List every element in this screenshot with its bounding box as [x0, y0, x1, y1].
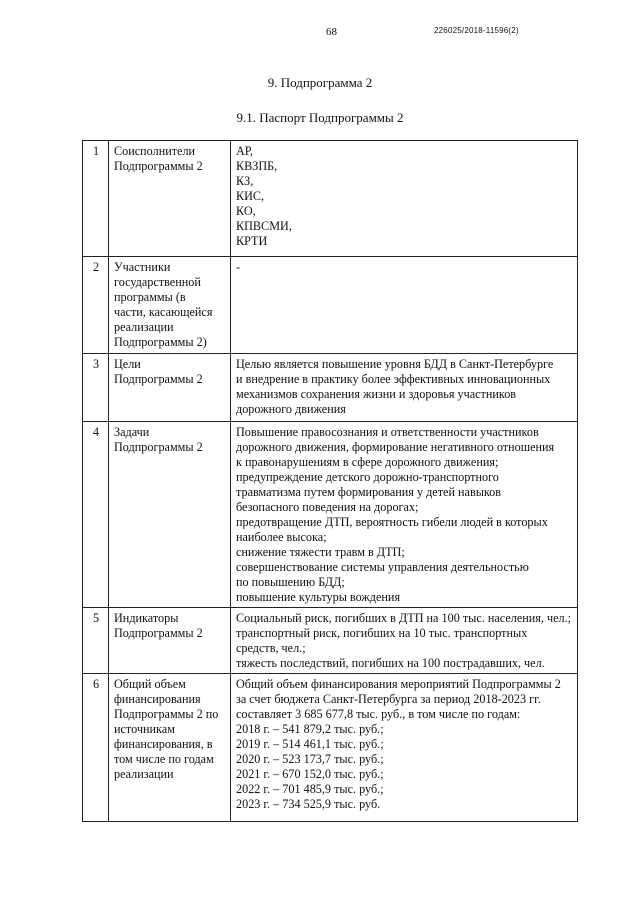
label-line: Общий объем: [114, 677, 186, 691]
content-line: 2021 г. – 670 152,0 тыс. руб.;: [236, 767, 384, 781]
row-content: [231, 608, 578, 674]
row-number: 6: [83, 674, 109, 822]
content-line: за счет бюджета Санкт-Петербурга за период 2018-2023 гг.: [236, 692, 541, 706]
row-number: 5: [83, 608, 109, 674]
content-line: дорожного движения: [236, 402, 346, 416]
row-label: [109, 354, 231, 422]
content-line: транспортный риск, погибших на 10 тыс. транспортных: [236, 626, 528, 640]
label-line: Соисполнители: [114, 144, 196, 158]
label-line: Подпрограммы 2: [114, 626, 203, 640]
section-title: 9. Подпрограмма 2: [267, 75, 373, 90]
row-label: [109, 674, 231, 822]
row-number: 2: [83, 257, 109, 354]
content-line: КВЗПБ,: [236, 159, 278, 173]
content-line: наиболее высока;: [236, 530, 327, 544]
label-line: том числе по годам: [114, 752, 214, 766]
content-line: дорожного движения, формирование негативного отношения: [236, 440, 555, 454]
label-line: Подпрограммы 2 по: [114, 707, 219, 721]
content-line: снижение тяжести травм в ДТП;: [236, 545, 405, 559]
page-number: 68: [326, 26, 337, 38]
label-line: реализации: [114, 320, 174, 334]
content-line: КИС,: [236, 189, 265, 203]
content-line: по повышению БДД;: [236, 575, 345, 589]
content-line: средств, чел.;: [236, 641, 306, 655]
content-line: к правонарушениям в сфере дорожного движения;: [236, 455, 499, 469]
content-line: 2022 г. – 701 485,9 тыс. руб.;: [236, 782, 384, 796]
content-line: тяжесть последствий, погибших на 100 пострадавших, чел.: [236, 656, 545, 670]
content-line: Общий объем финансирования мероприятий Подпрограммы 2: [236, 677, 561, 691]
table-row: [83, 257, 578, 354]
content-line: предотвращение ДТП, вероятность гибели людей в которых: [236, 515, 548, 529]
row-content: [231, 141, 578, 257]
label-line: Индикаторы: [114, 611, 179, 625]
label-line: Подпрограммы 2: [114, 440, 203, 454]
content-line: КРТИ: [236, 234, 268, 248]
label-line: части, касающейся: [114, 305, 213, 319]
row-label: [109, 608, 231, 674]
table-row: [83, 422, 578, 608]
label-line: финансирования, в: [114, 737, 213, 751]
label-line: Подпрограммы 2: [114, 372, 203, 386]
content-line: 2020 г. – 523 173,7 тыс. руб.;: [236, 752, 384, 766]
content-line: травматизма путем формирования у детей навыков: [236, 485, 502, 499]
label-line: Подпрограммы 2: [114, 159, 203, 173]
content-line: составляет 3 685 677,8 тыс. руб., в том числе по годам:: [236, 707, 521, 721]
row-number: 1: [83, 141, 109, 257]
label-line: источникам: [114, 722, 175, 736]
label-line: финансирования: [114, 692, 201, 706]
content-line: предупреждение детского дорожно-транспортного: [236, 470, 499, 484]
label-line: Подпрограммы 2): [114, 335, 207, 349]
content-line: 2019 г. – 514 461,1 тыс. руб.;: [236, 737, 384, 751]
row-label: [109, 422, 231, 608]
row-label: [109, 257, 231, 354]
content-line: -: [236, 260, 241, 274]
row-number: 4: [83, 422, 109, 608]
table-row: [83, 674, 578, 822]
row-content: [231, 354, 578, 422]
content-line: КО,: [236, 204, 256, 218]
content-line: 2023 г. – 734 525,9 тыс. руб.: [236, 797, 381, 811]
content-line: безопасного поведения на дорогах;: [236, 500, 419, 514]
content-line: механизмов сохранения жизни и здоровья участников: [236, 387, 517, 401]
label-line: Цели: [114, 357, 141, 371]
content-line: Повышение правосознания и ответственности участников: [236, 425, 539, 439]
content-line: повышение культуры вождения: [236, 590, 401, 604]
content-line: Социальный риск, погибших в ДТП на 100 тыс. населения, чел.;: [236, 611, 572, 625]
content-line: КПВСМИ,: [236, 219, 292, 233]
label-line: Задачи: [114, 425, 150, 439]
content-line: АР,: [236, 144, 254, 158]
row-content: [231, 257, 578, 354]
row-label: [109, 141, 231, 257]
document-id: 226025/2018-11596(2): [434, 26, 519, 35]
table-row: [83, 354, 578, 422]
content-line: Целью является повышение уровня БДД в Санкт-Петербурге: [236, 357, 554, 371]
label-line: государственной: [114, 275, 201, 289]
passport-table: [82, 140, 578, 822]
section-subtitle: 9.1. Паспорт Подпрограммы 2: [236, 110, 404, 125]
content-line: 2018 г. – 541 879,2 тыс. руб.;: [236, 722, 384, 736]
content-line: КЗ,: [236, 174, 254, 188]
label-line: Участники: [114, 260, 171, 274]
content-line: и внедрение в практику более эффективных инновационных: [236, 372, 551, 386]
table-row: [83, 141, 578, 257]
label-line: реализации: [114, 767, 174, 781]
content-line: совершенствование системы управления деятельностью: [236, 560, 529, 574]
label-line: программы (в: [114, 290, 186, 304]
row-number: 3: [83, 354, 109, 422]
row-content: [231, 422, 578, 608]
table-row: [83, 608, 578, 674]
row-content: [231, 674, 578, 822]
